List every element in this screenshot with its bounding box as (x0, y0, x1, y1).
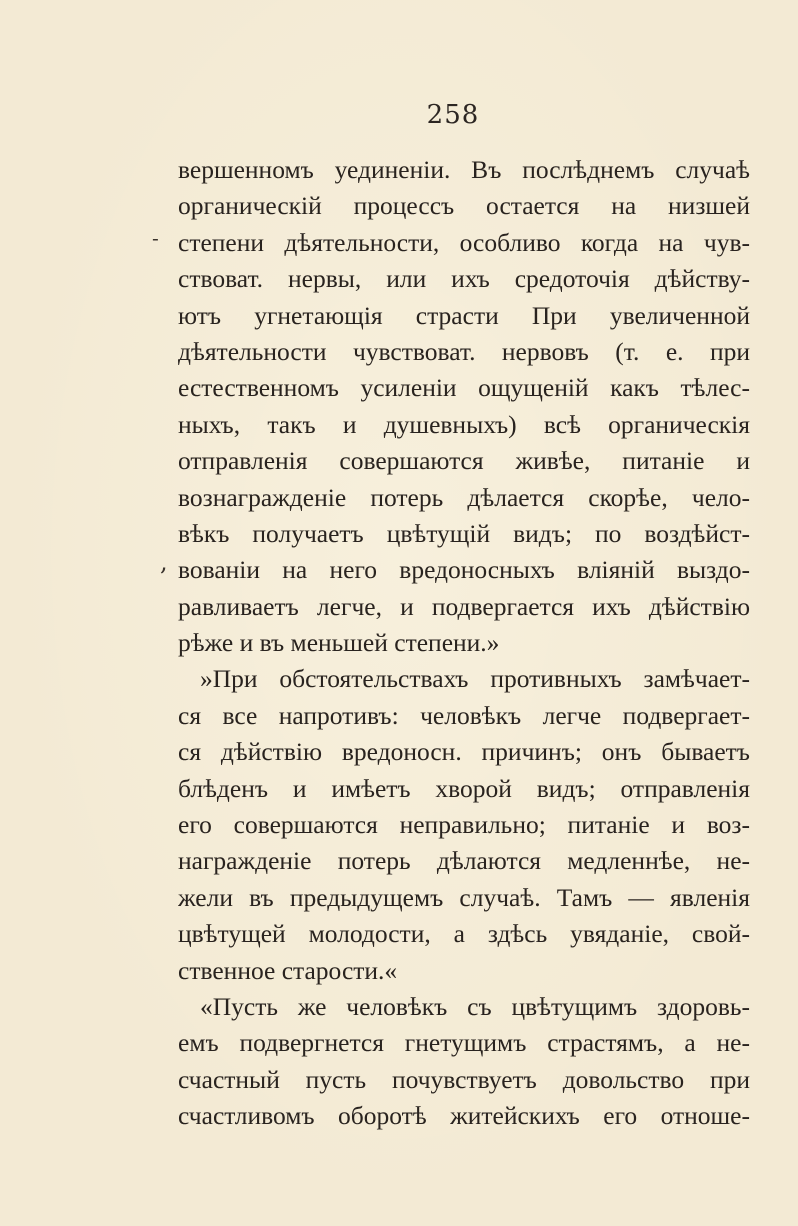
text-line: степени дѣятельности, особливо когда на чув- (178, 227, 750, 257)
text-line-paragraph-start: »При обстоятельствахъ противныхъ замѣчает- (200, 664, 750, 694)
text-line: вѣкъ получаетъ цвѣтущій видъ; по воздѣйст- (178, 518, 750, 548)
text-line: вершенномъ уединеніи. Въ послѣднемъ случаѣ (178, 155, 750, 184)
text-line: вознагражденіе потерь дѣлается скорѣе, чело- (178, 482, 750, 512)
text-line: счастливомъ оборотѣ житейскихъ его отноше- (178, 1101, 750, 1131)
text-line: ся все напротивъ: человѣкъ легче подвергает- (178, 700, 750, 730)
text-line: цвѣтущей молодости, а здѣсь увяданіе, свой- (178, 919, 750, 949)
text-line: органическій процессъ остается на низшей (178, 191, 750, 221)
text-line: ютъ угнетающія страсти При увеличенной (178, 300, 750, 330)
text-line: отправленія совершаются живѣе, питаніе и (178, 446, 750, 476)
text-line-paragraph-end: рѣже и въ меньшей степени.» (178, 628, 500, 658)
body-text (178, 152, 750, 1135)
margin-mark-comma: , (160, 548, 168, 576)
text-line: его совершаются неправильно; питаніе и воз- (178, 810, 750, 840)
text-line-paragraph-end: ственное старости.« (178, 955, 398, 985)
text-line: жели въ предыдущемъ случаѣ. Тамъ — явленія (178, 882, 750, 912)
margin-mark-dash: - (152, 226, 159, 250)
text-line-paragraph-start: «Пусть же человѣкъ съ цвѣтущимъ здоровь- (200, 991, 750, 1021)
text-line: счастный пусть почувствуетъ довольство при (178, 1064, 750, 1094)
text-line: вованіи на него вредоносныхъ вліяній выздо- (178, 555, 750, 585)
text-line: ствоват. нервы, или ихъ средоточія дѣйству- (178, 264, 750, 294)
text-line: награжденіе потерь дѣлаются медленнѣе, не- (178, 846, 750, 876)
text-line: ся дѣйствію вредоносн. причинъ; онъ бываетъ (178, 737, 750, 767)
page-number: 258 (426, 100, 480, 130)
text-line: равливаетъ легче, и подвергается ихъ дѣйствію (178, 591, 750, 621)
text-line: блѣденъ и имѣетъ хворой видъ; отправленія (178, 773, 750, 803)
text-line: ныхъ, такъ и душевныхъ) всѣ органическія (178, 409, 750, 439)
text-line: естественномъ усиленіи ощущеній какъ тѣлес- (178, 373, 750, 403)
text-line: емъ подвергнется гнетущимъ страстямъ, а не- (178, 1028, 750, 1058)
text-line: дѣятельности чувствоват. нервовъ (т. е. при (178, 336, 750, 366)
